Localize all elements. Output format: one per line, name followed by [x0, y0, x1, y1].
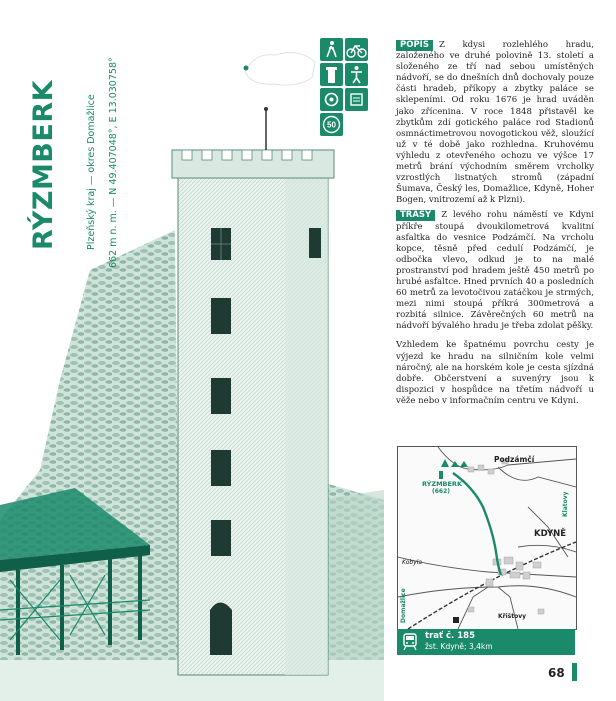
map-label-kobyla: Kobyla	[402, 559, 423, 566]
routes-note: Vzhledem ke špatnému povrchu cesty je výjezd ke hradu na silničním kole velmi náročný, ale na horském kole je cesta sjízdná dobře. Občerstvení a suvenýry jsou k dispozici v hospůdce na třetím nádvoří u věže nebo v informačním centru ve Kdyni.	[396, 340, 594, 406]
badge-50-label: 50	[327, 120, 336, 130]
tower-icon	[320, 63, 343, 86]
routes-tag: TRASY	[396, 210, 435, 221]
map-label-podzamci: Podzámčí	[494, 455, 535, 464]
routes-paragraph	[396, 210, 594, 332]
description-text: Z kdysi rozlehlého hradu, založeného ve druhé polovině 13. století a složeného ze tří nad sebou umístěných nádvoří, se do dnešních dnů dochovaly pouze části hradeb, příkopy a zbytky paláce se sklepeními. Od roku 1676 je hrad uváděn jako zřícenina. V roce 1848 přistavěl ke zbytkům zdí gotického paláce rod Stadionů osmnáctimetrovou novogotickou věž, sloužící už v té době jako rozhledna. Kruhovému výhledu z otevřeného ochozu ve výšce 17 metrů brání východním směrem vrcholky vzrostlých listnatých stromů (západní Šumava, Český les, Domažlice, Kdyně, Hoher Bogen, vnitrozemí až k Plzni).	[396, 40, 594, 206]
route-map	[397, 446, 577, 630]
coordinates-label: 662 m n. m. — N 49.407048°, E 13.030758°	[108, 57, 119, 268]
routes-text: Z levého rohu náměstí ve Kdyni příkře stoupá dvoukilometrová kvalitní asfaltka do vesnice Podzámčí. Na vrcholu kopce, těsně před cedulí Podzámčí, je odbočka vlevo, odkud je to na malé prostranství pod hradem ještě 450 metrů po hrubé asfaltce. Hned prvních 40 a posledních 60 metrů za levotočivou zatáčkou je strmých, mezi nimi stoupá příkrá 300metrová a rozbitá silnice. Závěrečných 60 metrů na nádvoří bývalého hradu je třeba zdolat pěšky.	[396, 210, 594, 332]
refreshment-icon	[320, 88, 343, 111]
map-label-kristovy: Křištovy	[498, 613, 527, 620]
map-label-kdyne: KDYNĚ	[534, 529, 567, 539]
page-title: RÝZMBERK	[28, 79, 59, 250]
train-stop: žst. Kdyně; 3,4km	[425, 642, 493, 651]
map-label-ryzmberk: RÝZMBERK	[422, 480, 462, 488]
badge-50-icon	[320, 113, 343, 136]
title-block	[28, 40, 119, 268]
info-icon	[345, 88, 368, 111]
description-tag: POPIS	[396, 40, 433, 51]
train-info	[397, 629, 575, 655]
hiking-icon	[320, 38, 343, 61]
text-column	[396, 40, 594, 407]
region-label: Plzeňský kraj — okres Domažlice	[86, 94, 97, 250]
page-number: 68	[548, 666, 565, 680]
description-paragraph	[396, 40, 594, 206]
train-line: trať č. 185	[425, 631, 475, 641]
map-label-domazlice: Domažlice	[400, 588, 407, 623]
page-number-bar	[572, 663, 577, 681]
train-icon	[401, 632, 419, 652]
map-label-elevation: (662)	[432, 488, 451, 495]
bicycle-icon	[345, 38, 368, 61]
map-label-klatovy: Klatovy	[562, 491, 569, 517]
accessibility-icon	[345, 63, 368, 86]
